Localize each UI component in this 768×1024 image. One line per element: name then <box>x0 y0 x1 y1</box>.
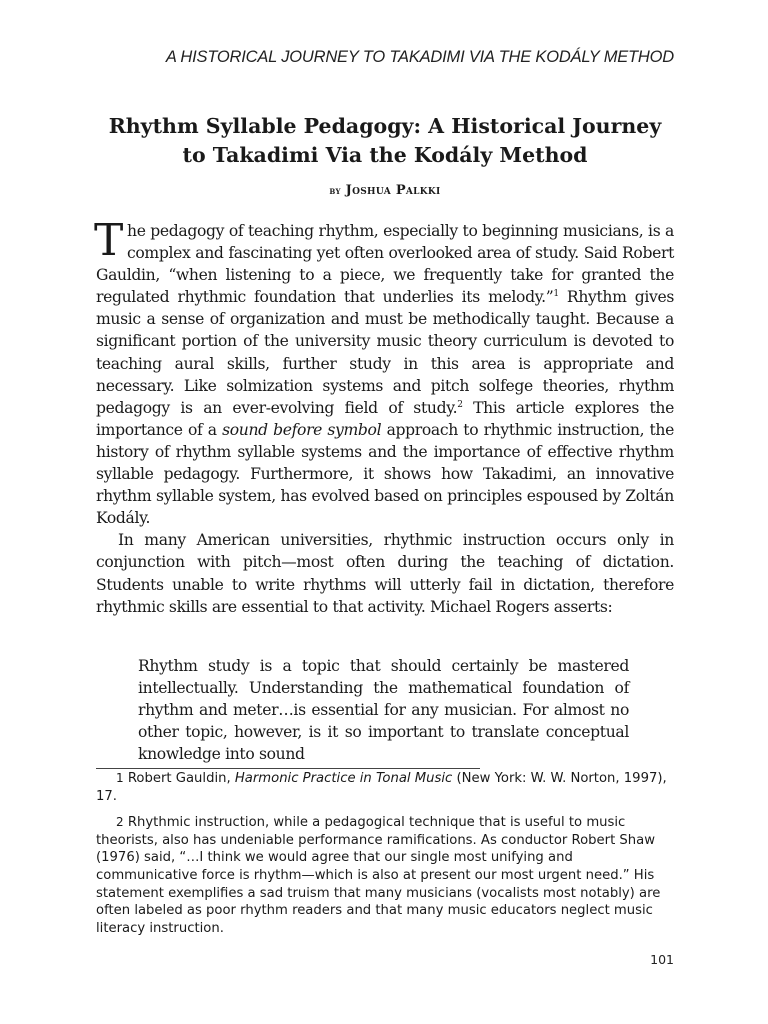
footnote-1-title: Harmonic Practice in Tonal Music <box>234 771 453 786</box>
footnote-divider <box>96 768 480 769</box>
title-line-2: to Takadimi Via the Kodály Method <box>182 143 588 167</box>
body-p1-seg2: Rhythm gives music a sense of organization and must be methodically taught. Because a significant portion of the university music theory curriculum is devoted to teaching aural skills, further study in this area is appropriate and necessary. Like solmization systems and pitch solfege theories, rhythm pedagogy is an ever-evolving field of study. <box>96 288 674 417</box>
block-quote: Rhythm study is a topic that should certainly be mastered intellectually. Understanding the mathematical foundation of rhythm and meter…is essential for any musician. For almost no other topic, however, is it so important to translate conceptual knowledge into sound <box>138 657 629 764</box>
body-p1-emphasis: sound before symbol <box>222 420 382 439</box>
body-paragraph-1 <box>94 215 675 529</box>
footnote-ref-2: 2 <box>457 399 463 410</box>
byline-author: Joshua Palkki <box>345 183 441 198</box>
body-p1-seg4: approach to rhythmic instruction, the history of rhythm syllable systems and the importance of effective rhythm syllable pedagogy. Furthermore, it shows how Takadimi, an innovative rhythm syllable system, has evolved based on principles espoused by Zoltán Kodály. <box>96 420 675 528</box>
running-head: A HISTORICAL JOURNEY TO TAKADIMI VIA THE KODÁLY METHOD <box>165 48 674 66</box>
body-paragraph-2: In many American universities, rhythmic instruction occurs only in conjunction with pitch—most often during the teaching of dictation. Students unable to write rhythms will utterly fail in dictation, therefore rhythmic skills are essential to that activity. Michael Rogers asserts: <box>96 531 674 616</box>
article-title <box>90 112 680 170</box>
byline-by: by <box>329 185 341 197</box>
footnote-1-post: (New York: W. W. Norton, 1997), 17. <box>96 771 667 804</box>
drop-cap: T <box>94 215 123 266</box>
footnote-2-mark: 2 <box>116 815 124 830</box>
footnote-ref-1: 1 <box>553 289 559 300</box>
article-body <box>94 215 675 618</box>
footnote-1-mark: 1 <box>116 771 124 785</box>
footnotes <box>96 770 674 946</box>
footnote-2-text: Rhythmic instruction, while a pedagogical technique that is useful to music theorists, also has undeniable performance ramifications. As conductor Robert Shaw (1976) said, “…I think we would agree that our single most unifying and communicative force is rhythm—which is also at present our most urgent need.” His statement exemplifies a sad truism that many musicians (vocalists most notably) are often labeled as poor rhythm readers and that many music educators neglect music literacy instruction. <box>96 815 661 936</box>
footnote-2 <box>96 814 674 937</box>
body-p1-seg1: he pedagogy of teaching rhythm, especially to beginning musicians, is a complex and fascinating yet often overlooked area of study. Said Robert Gauldin, “when listening to a piece, we frequently take for granted the regulated rhythmic foundation that underlies its melody.” <box>96 222 674 307</box>
byline <box>96 183 674 198</box>
title-line-1: Rhythm Syllable Pedagogy: A Historical Journey <box>108 114 662 138</box>
footnote-1 <box>96 770 674 805</box>
page-number: 101 <box>650 952 674 967</box>
body-p1-seg3: This article explores the importance of a <box>96 398 675 439</box>
footnote-1-pre: Robert Gauldin, <box>127 771 235 786</box>
